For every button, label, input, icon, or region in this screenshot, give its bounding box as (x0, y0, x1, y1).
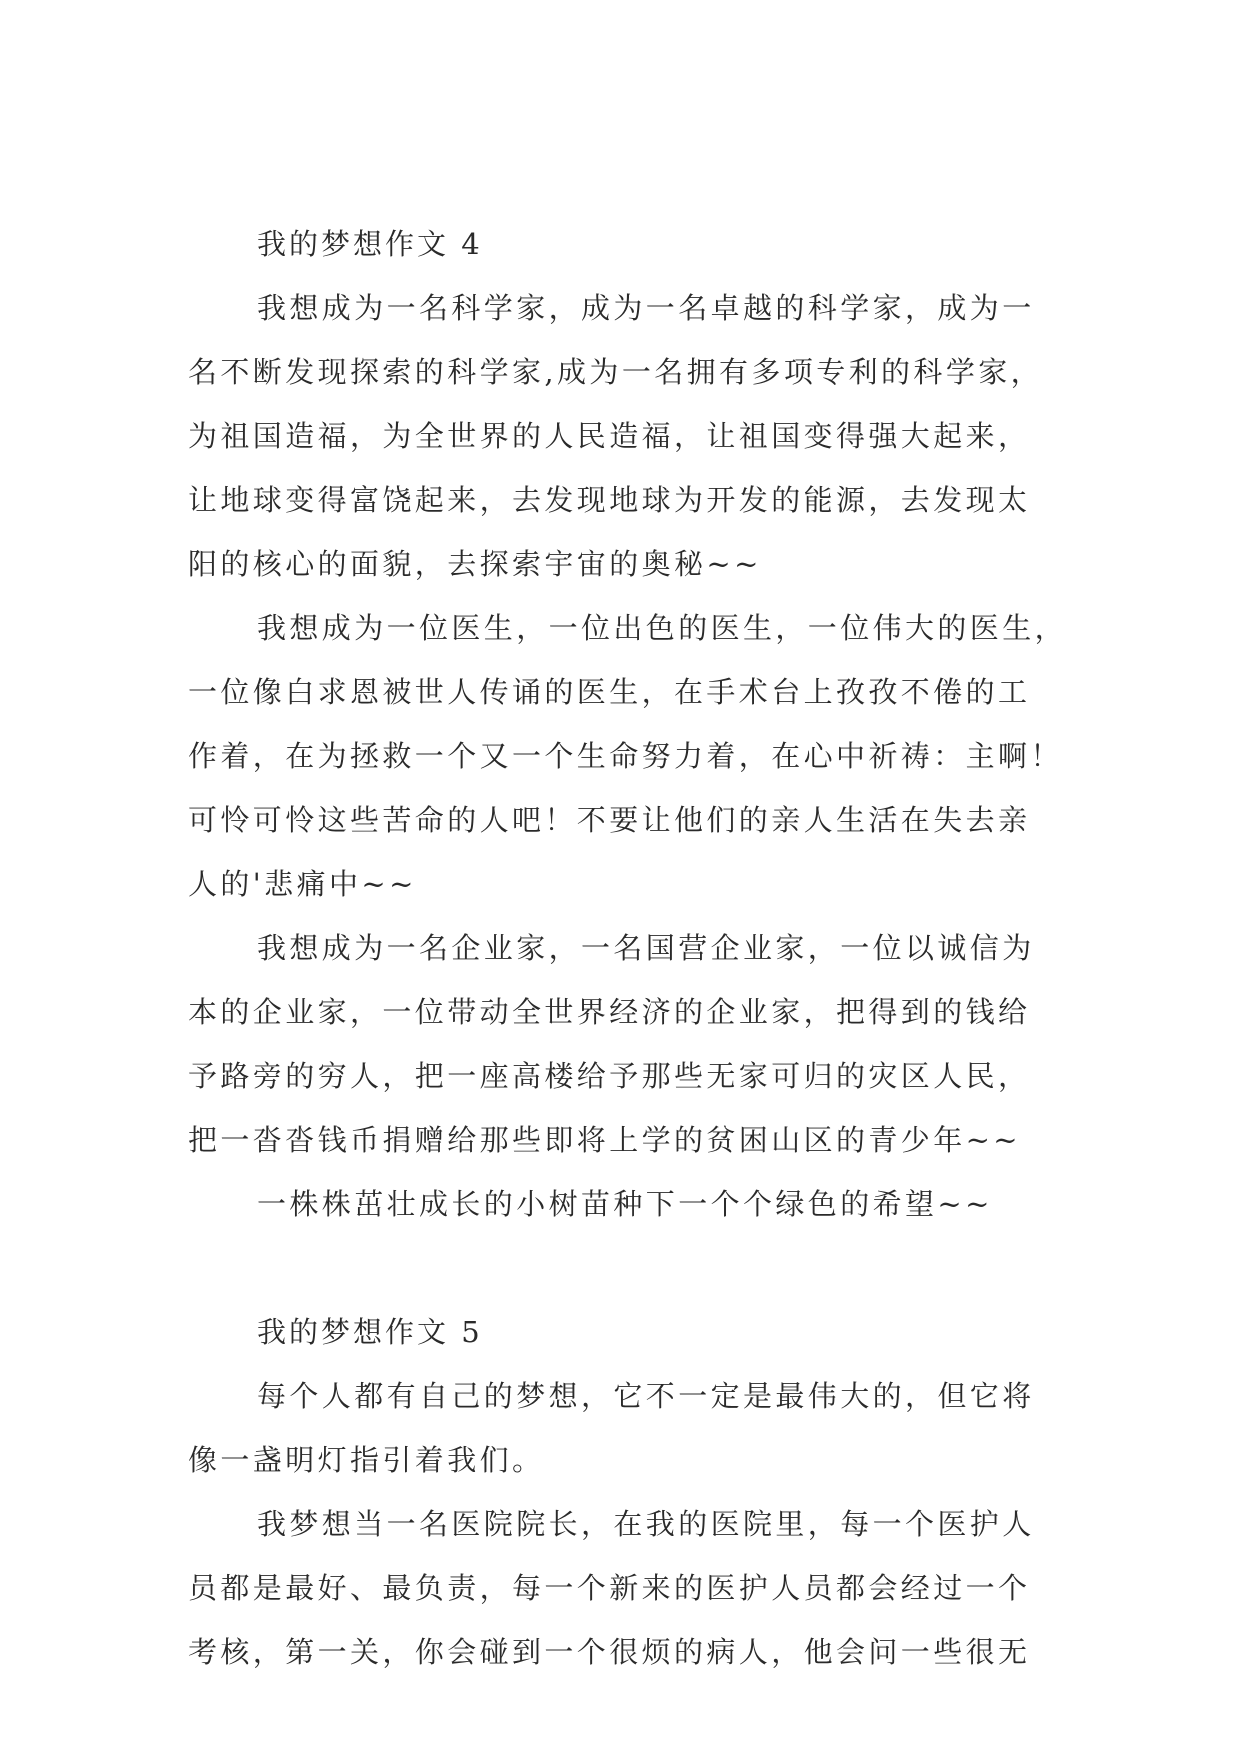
paragraph-line: 员都是最好、最负责，每一个新来的医护人员都会经过一个 (188, 1571, 1031, 1605)
paragraph-line: 每个人都有自己的梦想，它不一定是最伟大的，但它将 (257, 1379, 1035, 1413)
paragraph-line: 作着，在为拯救一个又一个生命努力着，在心中祈祷：主啊！ (188, 739, 1063, 773)
essay-title-5: 我的梦想作文 5 (257, 1315, 483, 1349)
paragraph-line: 我想成为一名企业家，一名国营企业家，一位以诚信为 (257, 931, 1035, 965)
paragraph-line: 人的'悲痛中~~ (188, 867, 417, 901)
paragraph-line: 我想成为一位医生，一位出色的医生，一位伟大的医生， (257, 611, 1068, 645)
paragraph-line: 名不断发现探索的科学家,成为一名拥有多项专利的科学家， (188, 355, 1044, 389)
paragraph-line: 我梦想当一名医院院长，在我的医院里，每一个医护人 (257, 1507, 1035, 1541)
paragraph-line: 考核，第一关，你会碰到一个很烦的病人，他会问一些很无 (188, 1635, 1031, 1669)
paragraph-line: 一位像白求恩被世人传诵的医生，在手术台上孜孜不倦的工 (188, 675, 1031, 709)
paragraph-line: 本的企业家，一位带动全世界经济的企业家，把得到的钱给 (188, 995, 1031, 1029)
paragraph-line: 我想成为一名科学家，成为一名卓越的科学家，成为一 (257, 291, 1035, 325)
paragraph-line: 可怜可怜这些苦命的人吧！不要让他们的亲人生活在失去亲 (188, 803, 1031, 837)
paragraph-line: 像一盏明灯指引着我们。 (188, 1443, 545, 1477)
paragraph-line: 一株株茁壮成长的小树苗种下一个个绿色的希望~~ (257, 1187, 993, 1221)
paragraph-line: 让地球变得富饶起来，去发现地球为开发的能源，去发现太 (188, 483, 1031, 517)
paragraph-line: 把一沓沓钱币捐赠给那些即将上学的贫困山区的青少年~~ (188, 1123, 1021, 1157)
essay-title-4: 我的梦想作文 4 (257, 227, 483, 261)
paragraph-line: 阳的核心的面貌，去探索宇宙的奥秘~~ (188, 547, 762, 581)
paragraph-line: 予路旁的穷人，把一座高楼给予那些无家可归的灾区人民， (188, 1059, 1031, 1093)
paragraph-line: 为祖国造福，为全世界的人民造福，让祖国变得强大起来， (188, 419, 1031, 453)
